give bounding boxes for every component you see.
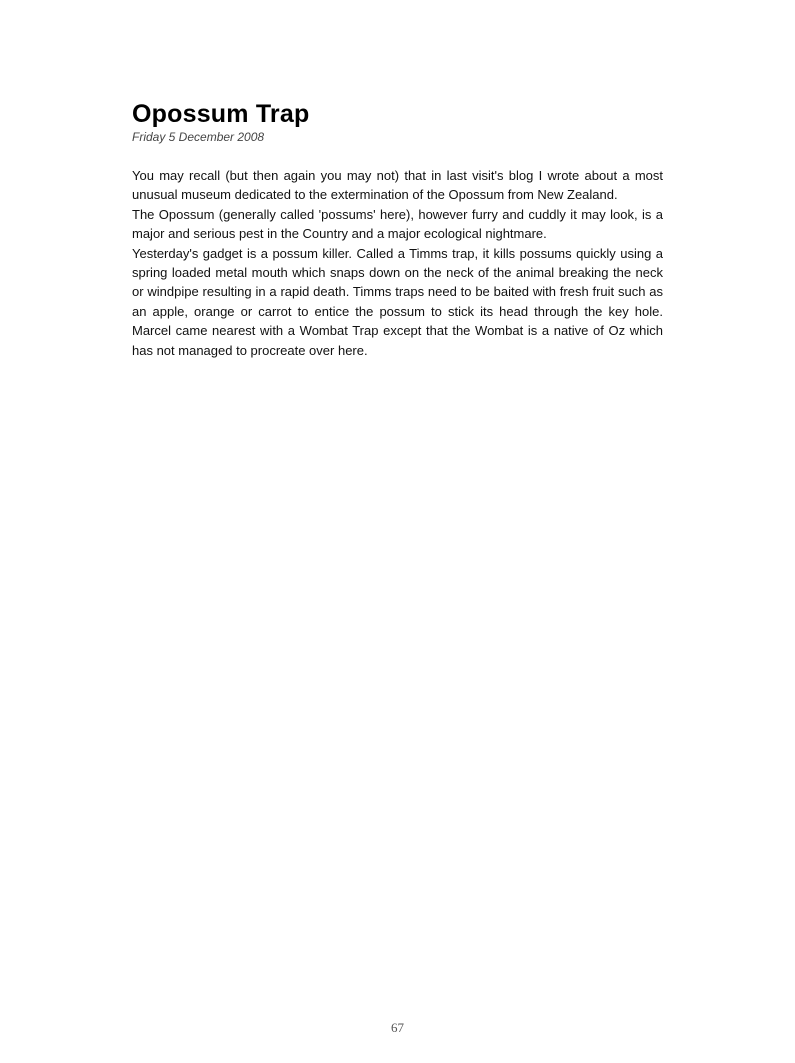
entry-date: Friday 5 December 2008	[132, 130, 265, 144]
blog-entry	[132, 98, 663, 360]
paragraph-1: You may recall (but then again you may not) that in last visit's blog I wrote about a most unusual museum dedicated to the extermination of the Opossum from New Zealand.	[132, 168, 663, 203]
entry-title: Opossum Trap	[132, 100, 310, 128]
entry-body	[132, 166, 663, 360]
paragraph-2: The Opossum (generally called 'possums' here), however furry and cuddly it may look, is a major and serious pest in the Country and a major ecological nightmare.	[132, 206, 663, 242]
paragraph-3: Yesterday's gadget is a possum killer. Called a Timms trap, it kills possums quickly using a spring loaded metal mouth which snaps down on the neck of the animal breaking the neck or windpipe resulting in a rapid death. Timms traps need to be baited with fresh fruit such as an apple, orange or carrot to entice the possum to stick its head through the key hole. Marcel came nearest with a Wombat Trap except that the Wombat is a native of Oz which has not managed to procreate over here.	[132, 245, 663, 358]
page-number: 67	[391, 1020, 404, 1035]
